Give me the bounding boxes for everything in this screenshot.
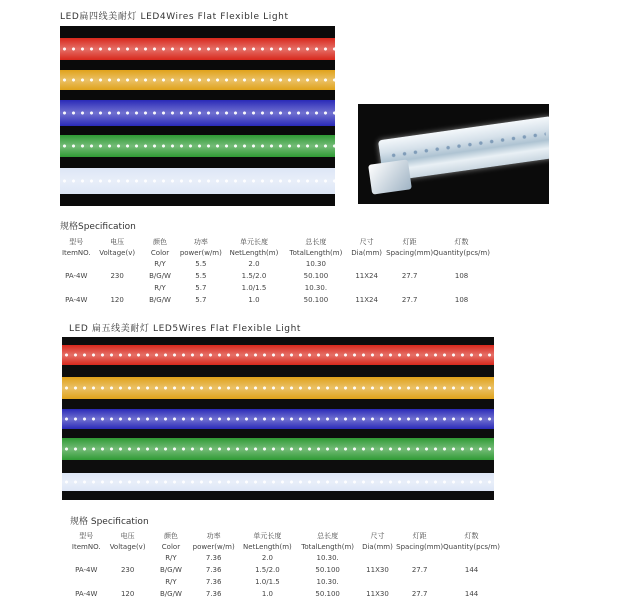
table-cell: 27.7	[401, 272, 418, 280]
table-cell: Color	[161, 542, 181, 551]
table-cell: 10.30.	[316, 578, 339, 586]
table-cell: power(w/m)	[192, 542, 235, 551]
table-cell: 尺寸	[359, 237, 374, 246]
yellow-led-strip	[60, 70, 335, 90]
table-cell: 颜色	[163, 531, 178, 540]
table-cell	[386, 282, 433, 294]
table-cell	[93, 282, 142, 294]
table-cell	[396, 552, 443, 564]
table-row	[70, 552, 500, 564]
table-cell	[102, 576, 152, 588]
header-row-english	[60, 247, 490, 258]
table-cell	[347, 282, 386, 294]
table-cell: 7.36	[205, 554, 222, 562]
section2-spec-title: 规格 Specification	[70, 517, 149, 527]
table-cell: 144	[464, 590, 479, 598]
led-strip-photo-4wire	[60, 26, 335, 206]
table-cell: 功率	[206, 531, 221, 540]
table-cell: 11X30	[366, 566, 389, 574]
table-cell	[60, 282, 93, 294]
table-cell: R/Y	[165, 578, 177, 586]
table-cell: 电压	[110, 237, 125, 246]
table-cell: 5.5	[195, 272, 207, 280]
table-cell: 230	[120, 566, 135, 574]
table-cell: Dia(mm)	[362, 542, 393, 551]
table-cell: ItemNO.	[61, 248, 91, 257]
blue-led-strip	[62, 409, 494, 429]
led-strip-photo-5wire	[62, 337, 494, 500]
table-cell: 27.7	[401, 296, 418, 304]
table-cell	[386, 258, 433, 270]
table-cell: 型号	[69, 237, 84, 246]
table-cell: 50.100	[303, 296, 329, 304]
table-cell: Spacing(mm)	[396, 542, 444, 551]
table-cell: 型号	[79, 531, 94, 540]
table-row	[60, 282, 490, 294]
table-cell: 1.0/1.5	[255, 578, 280, 586]
table-cell: B/G/W	[149, 296, 171, 304]
table-cell: 50.100	[303, 272, 329, 280]
table-row	[70, 588, 500, 600]
table-cell: 灯数	[454, 237, 469, 246]
table-row	[60, 258, 490, 270]
table-cell: 尺寸	[370, 531, 385, 540]
table-cell: PA-4W	[65, 272, 88, 280]
header-row-chinese	[70, 530, 500, 541]
table-cell: 功率	[193, 237, 208, 246]
table-cell: 1.0	[261, 590, 273, 598]
table-cell: PA-4W	[65, 296, 88, 304]
table-cell: 总长度	[305, 237, 327, 246]
table-cell: 108	[454, 272, 469, 280]
table-cell	[102, 552, 152, 564]
table-cell: 120	[120, 590, 135, 598]
table-cell: ItemNO.	[71, 542, 101, 551]
table-cell: 27.7	[411, 566, 428, 574]
table-cell: Voltage(v)	[109, 542, 146, 551]
section1-spec-table	[60, 236, 490, 306]
table-cell: 灯距	[402, 237, 417, 246]
table-cell: 5.7	[195, 284, 207, 292]
table-cell: Dia(mm)	[351, 248, 383, 257]
header-row-english	[70, 541, 500, 552]
table-cell	[347, 258, 386, 270]
table-cell: 5.5	[195, 260, 207, 268]
table-cell: 1.0	[248, 296, 260, 304]
table-cell	[443, 576, 500, 588]
table-cell	[70, 552, 102, 564]
table-cell: 10.30.	[316, 554, 339, 562]
table-cell: 2.0	[261, 554, 273, 562]
green-led-strip	[62, 438, 494, 460]
table-cell: 总长度	[317, 531, 339, 540]
table-cell: 10.30	[305, 260, 326, 268]
table-cell	[443, 552, 500, 564]
blue-led-strip	[60, 100, 335, 126]
table-cell: R/Y	[154, 284, 166, 292]
table-cell: 144	[464, 566, 479, 574]
table-cell: NetLength(m)	[229, 248, 279, 257]
table-cell: B/G/W	[149, 272, 171, 280]
table-cell	[60, 258, 93, 270]
table-cell	[396, 576, 443, 588]
section2-title: LED 扁五线美耐灯 LED5Wires Flat Flexible Light	[69, 324, 302, 334]
yellow-led-strip	[62, 377, 494, 399]
red-led-strip	[62, 345, 494, 365]
table-cell: 27.7	[411, 590, 428, 598]
red-led-strip	[60, 38, 335, 60]
table-cell	[93, 258, 142, 270]
table-cell	[433, 282, 490, 294]
table-cell: NetLength(m)	[243, 542, 292, 551]
table-cell: power(w/m)	[179, 248, 222, 257]
table-cell: 5.7	[195, 296, 207, 304]
table-cell	[359, 552, 396, 564]
table-cell: Quantity(pcs/m)	[443, 542, 500, 551]
table-cell: 灯数	[464, 531, 479, 540]
table-cell: R/Y	[154, 260, 166, 268]
table-cell: Spacing(mm)	[386, 248, 434, 257]
table-cell	[433, 258, 490, 270]
section1-title: LED扁四线美耐灯 LED4Wires Flat Flexible Light	[60, 12, 289, 22]
table-cell: R/Y	[165, 554, 177, 562]
table-cell: 50.100	[315, 566, 340, 574]
table-cell: Color	[150, 248, 170, 257]
section1-spec-title: 规格Specification	[60, 222, 136, 232]
table-cell: 7.36	[205, 590, 222, 598]
header-row-chinese	[60, 236, 490, 247]
table-cell: 120	[110, 296, 124, 304]
table-cell: 11X24	[355, 272, 378, 280]
table-cell: Voltage(v)	[99, 248, 136, 257]
table-cell: 11X30	[366, 590, 389, 598]
table-cell: 7.36	[205, 566, 222, 574]
table-cell	[70, 576, 102, 588]
table-cell: 灯距	[412, 531, 427, 540]
table-cell: 1.5/2.0	[255, 566, 280, 574]
table-cell: 单元长度	[239, 237, 268, 246]
flat-light-closeup-photo	[358, 104, 549, 204]
table-cell: B/G/W	[160, 590, 182, 598]
table-cell: 7.36	[205, 578, 222, 586]
table-cell: 10.30.	[304, 284, 328, 292]
white-led-strip	[62, 473, 494, 491]
table-cell: TotalLength(m)	[289, 248, 343, 257]
table-row	[60, 294, 490, 306]
table-cell: 电压	[120, 531, 135, 540]
table-cell: PA-4W	[75, 566, 98, 574]
table-cell: 1.0/1.5	[241, 284, 267, 292]
table-cell: PA-4W	[75, 590, 98, 598]
table-cell: 50.100	[315, 590, 340, 598]
table-cell: 2.0	[248, 260, 260, 268]
table-cell: 颜色	[153, 237, 168, 246]
flat-light-end-cap	[368, 159, 412, 194]
table-cell: Quantity(pcs/m)	[433, 248, 490, 257]
table-cell: 108	[454, 296, 469, 304]
table-row	[60, 270, 490, 282]
table-cell: 230	[110, 272, 124, 280]
table-cell: 11X24	[355, 296, 378, 304]
green-led-strip	[60, 135, 335, 157]
table-row	[70, 576, 500, 588]
white-led-strip	[60, 168, 335, 194]
table-cell: 单元长度	[253, 531, 282, 540]
table-cell: 1.5/2.0	[241, 272, 267, 280]
table-cell: TotalLength(m)	[301, 542, 355, 551]
table-cell: B/G/W	[160, 566, 182, 574]
table-cell	[359, 576, 396, 588]
section2-spec-table	[70, 530, 500, 600]
table-row	[70, 564, 500, 576]
